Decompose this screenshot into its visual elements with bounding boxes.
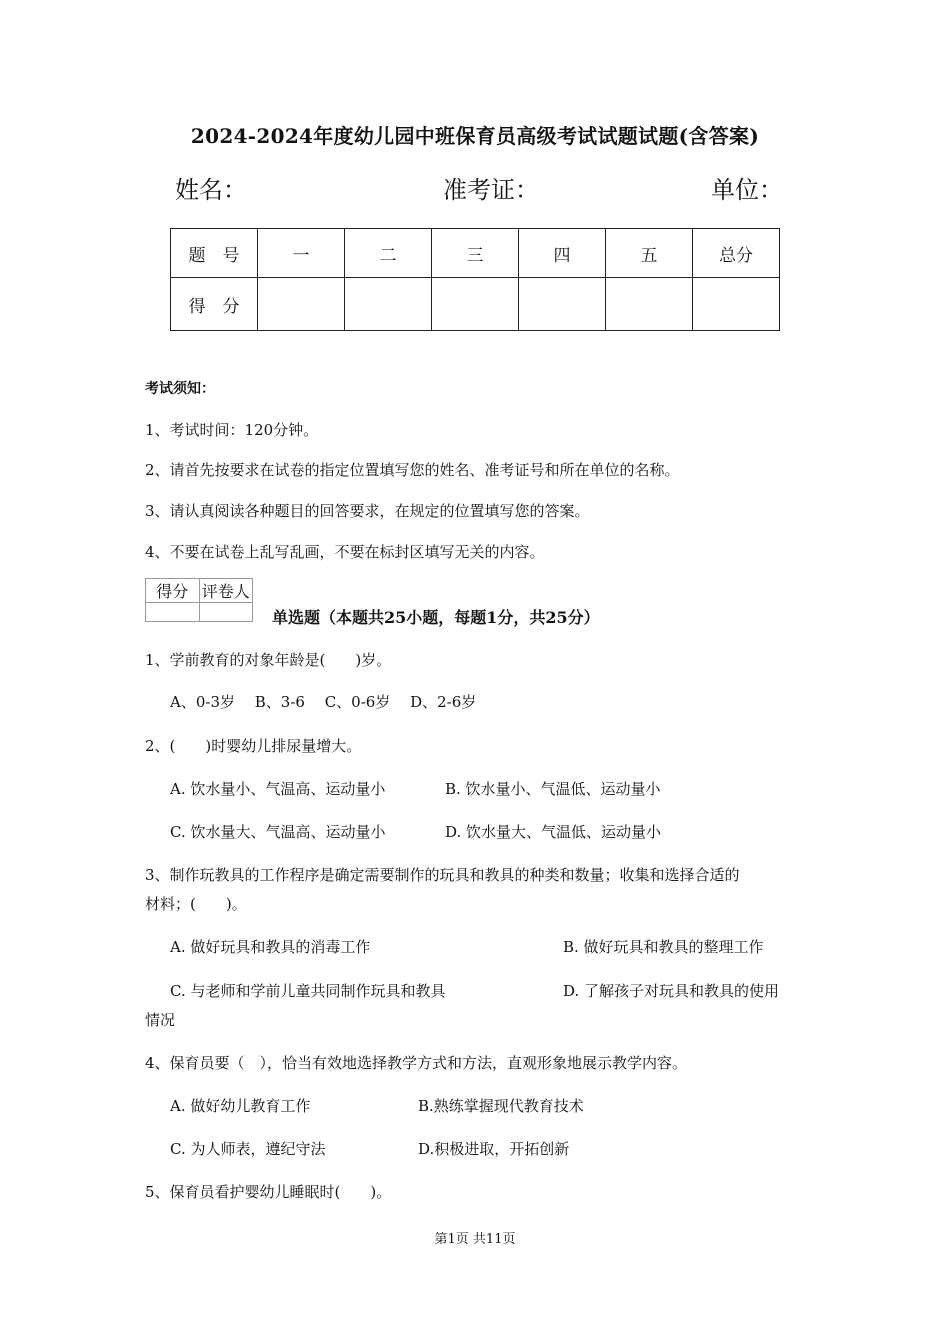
score-input-cell[interactable] bbox=[693, 278, 780, 331]
grader-name-cell[interactable] bbox=[199, 603, 253, 622]
grader-box bbox=[145, 578, 253, 622]
score-table-cell: 题 号 bbox=[171, 229, 258, 278]
option-a: A. 做好幼儿教育工作 bbox=[170, 1097, 311, 1115]
name-label: 姓名： bbox=[175, 176, 247, 204]
score-table-cell: 二 bbox=[345, 229, 432, 278]
notice-item: 2、请首先按要求在试卷的指定位置填写您的姓名、准考证号和所在单位的名称。 bbox=[145, 461, 680, 479]
option-a: A. 做好玩具和教具的消毒工作 bbox=[170, 938, 371, 956]
question-stem: 4、保育员要（ ），恰当有效地选择教学方式和方法，直观形象地展示教学内容。 bbox=[145, 1054, 688, 1072]
option-d: D. 了解孩子对玩具和教具的使用 bbox=[563, 982, 780, 1000]
score-input-cell[interactable] bbox=[345, 278, 432, 331]
option-b: B.熟练掌握现代教育技术 bbox=[418, 1097, 584, 1115]
option-c: C. 与老师和学前儿童共同制作玩具和教具 bbox=[170, 982, 446, 1000]
score-input-cell[interactable] bbox=[606, 278, 693, 331]
option-d: D.积极进取，开拓创新 bbox=[418, 1140, 570, 1158]
score-table-row-label: 得 分 bbox=[171, 278, 258, 331]
grader-score-label: 得分 bbox=[146, 579, 200, 603]
option-c: C. 为人师表，遵纪守法 bbox=[170, 1140, 326, 1158]
option-b: B. 饮水量小、气温低、运动量小 bbox=[445, 780, 661, 798]
option-d-continuation: 情况 bbox=[145, 1011, 176, 1029]
notice-item: 1、考试时间：120分钟。 bbox=[145, 421, 319, 439]
notice-item: 4、不要在试卷上乱写乱画，不要在标封区填写无关的内容。 bbox=[145, 543, 545, 561]
score-input-cell[interactable] bbox=[258, 278, 345, 331]
unit-label: 单位： bbox=[711, 176, 783, 204]
notice-item: 3、请认真阅读各种题目的回答要求，在规定的位置填写您的答案。 bbox=[145, 502, 590, 520]
option-a: A. 饮水量小、气温高、运动量小 bbox=[170, 780, 386, 798]
score-table-cell: 一 bbox=[258, 229, 345, 278]
score-table-header-row bbox=[171, 229, 780, 278]
question-stem: 5、保育员看护婴幼儿睡眠时( )。 bbox=[145, 1183, 392, 1201]
grader-name-label: 评卷人 bbox=[199, 579, 253, 603]
notice-heading: 考试须知： bbox=[145, 381, 215, 397]
option-c: C. 饮水量大、气温高、运动量小 bbox=[170, 823, 386, 841]
score-table-cell: 四 bbox=[519, 229, 606, 278]
question-stem: 3、制作玩教具的工作程序是确定需要制作的玩具和教具的种类和数量；收集和选择合适的 bbox=[145, 866, 740, 884]
question-stem-continuation: 材料；( )。 bbox=[145, 895, 247, 913]
score-table-cell: 五 bbox=[606, 229, 693, 278]
exam-number-label: 准考证： bbox=[443, 176, 539, 204]
option-d: D. 饮水量大、气温低、运动量小 bbox=[445, 823, 662, 841]
question-stem: 1、学前教育的对象年龄是( )岁。 bbox=[145, 651, 392, 669]
exam-title: 2024-2024年度幼儿园中班保育员高级考试试题试题(含答案) bbox=[190, 124, 760, 148]
section-title: 单选题（本题共25小题，每题1分，共25分） bbox=[272, 608, 600, 627]
score-table-cell: 三 bbox=[432, 229, 519, 278]
score-table-score-row bbox=[171, 278, 780, 331]
score-table-cell: 总分 bbox=[693, 229, 780, 278]
score-input-cell[interactable] bbox=[519, 278, 606, 331]
question-stem: 2、( )时婴幼儿排尿量增大。 bbox=[145, 737, 362, 755]
score-input-cell[interactable] bbox=[432, 278, 519, 331]
grader-score-cell[interactable] bbox=[146, 603, 200, 622]
question-options: A、0-3岁 B、3-6 C、0-6岁 D、2-6岁 bbox=[170, 693, 477, 711]
page-footer: 第1页 共11页 bbox=[434, 1232, 516, 1247]
candidate-info-row bbox=[175, 170, 783, 204]
option-b: B. 做好玩具和教具的整理工作 bbox=[563, 938, 764, 956]
score-table bbox=[170, 228, 780, 331]
